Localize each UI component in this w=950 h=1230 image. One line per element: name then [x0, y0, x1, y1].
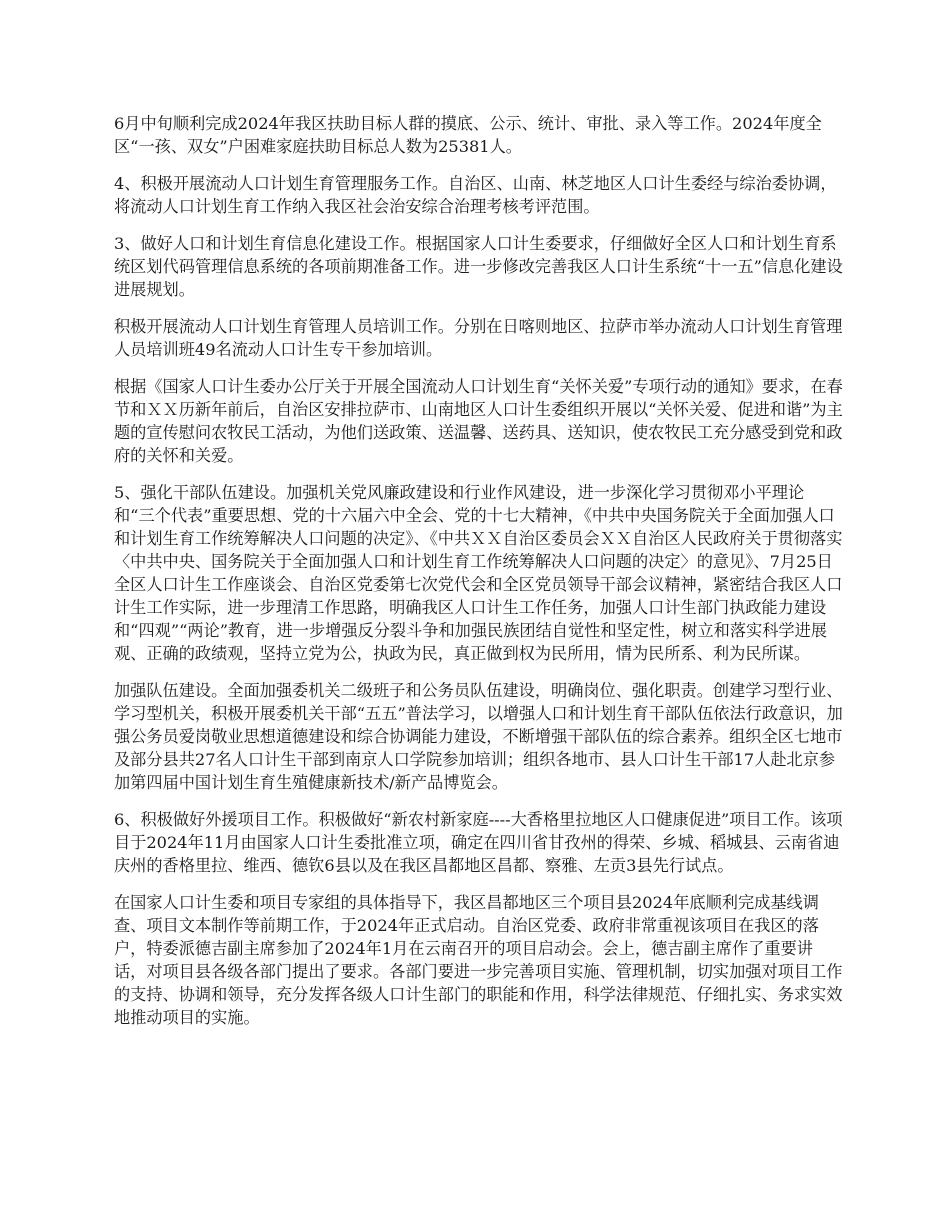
paragraph-subsidy-survey: 6月中旬顺利完成2024年我区扶助目标人群的摸底、公示、统计、审批、录入等工作。2024年度全区“一孩、双女”户困难家庭扶助目标总人数为25381人。: [114, 114, 822, 156]
paragraph-cadre-building: 5、强化干部队伍建设。加强机关党风廉政建设和行业作风建设，进一步深化学习贯彻邓小平理论和“三个代表”重要思想、党的十六届六中全会、党的十七大精神，《中共中央国务院关于全面加强人口和计划生育工作统筹解决人口问题的决定》、《中共ＸＸ自治区委员会ＸＸ自治区人民政府关于贯彻落实〈中共中央、国务院关于全面加强人口和计划生育工作统筹解决人口问题的决定〉的意见》、7月25日全区人口计生工作座谈会、自治区党委第七次党代会和全区党员领导干部会议精神，紧密结合我区人口计生工作实际，进一步理清工作思路，明确我区人口计生工作任务，加强人口计生部门执政能力建设和“四观”“两论”教育，进一步增强反分裂斗争和加强民族团结自觉性和坚定性，树立和落实科学进展观、正确的政绩观，坚持立党为公，执政为民，真正做到权为民所用，情为民所系、利为民所谋。: [114, 483, 843, 663]
paragraph-foreign-aid-project: 6、积极做好外援项目工作。积极做好“新农村新家庭----大香格里拉地区人口健康促进”项目工作。该项目于2024年11月由国家人口计生委批准立项，确定在四川省甘孜州的得荣、乡城、稻城县、云南省迪庆州的香格里拉、维西、德钦6县以及在我区昌都地区昌都、察雅、左贡3县先行试点。: [114, 810, 843, 875]
paragraph-care-campaign: 根据《国家人口计生委办公厅关于开展全国流动人口计划生育“关怀关爱”专项行动的通知》要求，在春节和ＸＸ历新年前后，自治区安排拉萨市、山南地区人口计生委组织开展以“关怀关爱、促进和谐”为主题的宣传慰问农牧民工活动，为他们送政策、送温馨、送药具、送知识，使农牧民工充分感受到党和政府的关怀和关爱。: [114, 377, 843, 465]
paragraph-team-building: 加强队伍建设。全面加强委机关二级班子和公务员队伍建设，明确岗位、强化职责。创建学习型行业、学习型机关，积极开展委机关干部“五五”普法学习，以增强人口和计划生育干部队伍依法行政意识，加强公务员爱岗敬业思想道德建设和综合协调能力建设，不断增强干部队伍的综合素养。组织全区七地市及部分县共27名人口计生干部到南京人口学院参加培训；组织各地市、县人口计生干部17人赴北京参加第四届中国计划生育生殖健康新技术/新产品博览会。: [114, 681, 843, 792]
paragraph-staff-training: 积极开展流动人口计划生育管理人员培训工作。分别在日喀则地区、拉萨市举办流动人口计划生育管理人员培训班49名流动人口计生专干参加培训。: [114, 317, 843, 359]
paragraph-floating-population-service: 4、积极开展流动人口计划生育管理服务工作。自治区、山南、林芝地区人口计生委经与综治委协调，将流动人口计划生育工作纳入我区社会治安综合治理考核考评范围。: [114, 174, 837, 216]
paragraph-project-launch: 在国家人口计生委和项目专家组的具体指导下，我区昌都地区三个项目县2024年底顺利完成基线调查、项目文本制作等前期工作，于2024年正式启动。自治区党委、政府非常重视该项目在我区的落户，特委派德吉副主席参加了2024年1月在云南召开的项目启动会。会上，德吉副主席作了重要讲话，对项目县各级各部门提出了要求。各部门要进一步完善项目实施、管理机制，切实加强对项目工作的支持、协调和领导，充分发挥各级人口计生部门的职能和作用，科学法律规范、仔细扎实、务求实效地推动项目的实施。: [114, 893, 843, 1027]
paragraph-informatization: 3、做好人口和计划生育信息化建设工作。根据国家人口计生委要求，仔细做好全区人口和计划生育系统区划代码管理信息系统的各项前期准备工作。进一步修改完善我区人口计生系统“十一五”信息化建设进展规划。: [114, 234, 843, 299]
document-body: [114, 112, 844, 1043]
